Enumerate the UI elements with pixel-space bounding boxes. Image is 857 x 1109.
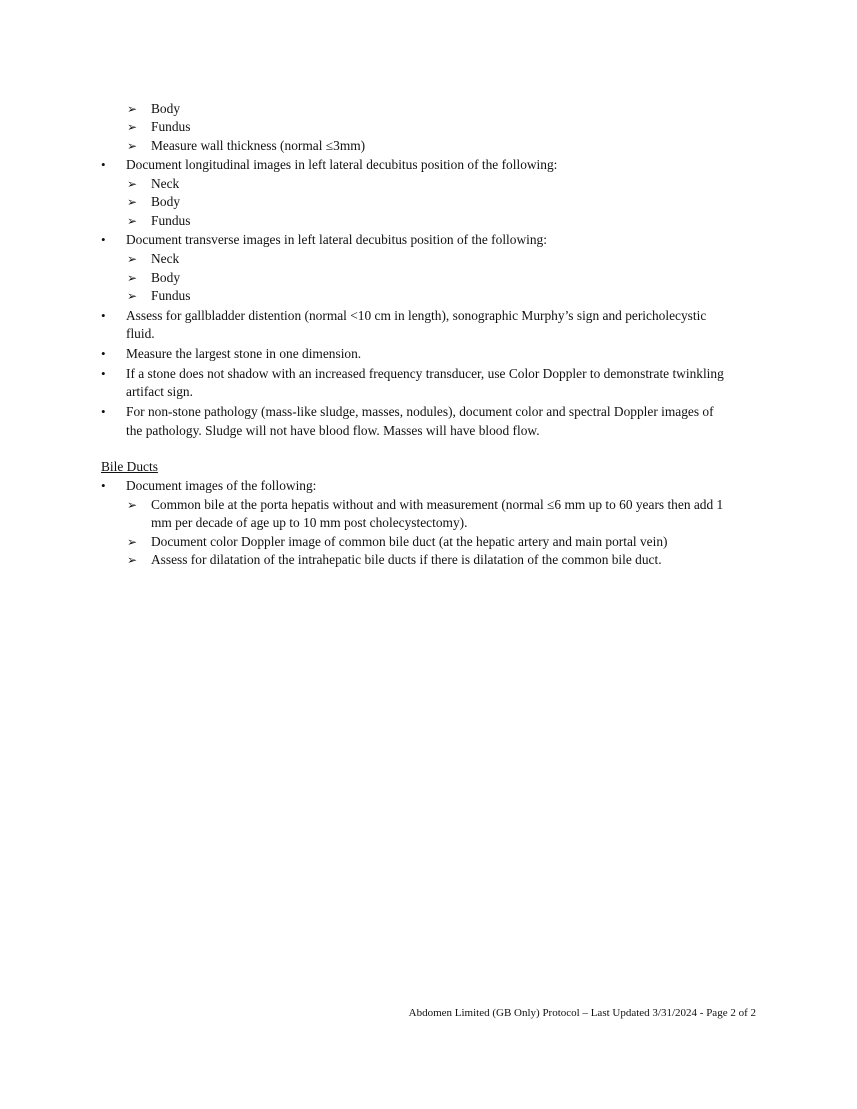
list-item: Document longitudinal images in left lateral decubitus position of the following:	[126, 157, 558, 172]
bullet-icon: •	[101, 346, 106, 361]
arrow-icon: ➢	[127, 535, 138, 549]
list-item: Body	[151, 101, 181, 116]
bullet-icon: •	[101, 478, 106, 493]
list-item: Document color Doppler image of common bile duct (at the hepatic artery and main portal vein)	[151, 534, 668, 549]
list-item: Neck	[151, 176, 180, 191]
bullet-icon: •	[101, 157, 106, 172]
arrow-icon: ➢	[127, 177, 138, 191]
bullet-icon: •	[101, 308, 106, 323]
arrow-icon: ➢	[127, 195, 138, 209]
arrow-icon: ➢	[127, 498, 138, 512]
arrow-icon: ➢	[127, 214, 138, 228]
arrow-icon: ➢	[127, 120, 138, 134]
list-item: Body	[151, 270, 181, 285]
list-item-continuation: mm per decade of age up to 10 mm post cholecystectomy).	[151, 515, 468, 530]
bullet-icon: •	[101, 404, 106, 419]
list-item: Common bile at the porta hepatis without and with measurement (normal ≤6 mm up to 60 years then add 1	[151, 497, 724, 512]
list-item-continuation: the pathology. Sludge will not have blood flow. Masses will have blood flow.	[126, 423, 540, 438]
bullet-icon: •	[101, 232, 106, 247]
list-item: Measure wall thickness (normal ≤3mm)	[151, 138, 366, 153]
list-item: Document images of the following:	[126, 478, 317, 493]
page-footer: Abdomen Limited (GB Only) Protocol – Last Updated 3/31/2024 - Page 2 of 2	[408, 1007, 756, 1019]
list-item: Fundus	[151, 119, 191, 134]
arrow-icon: ➢	[127, 289, 138, 303]
list-item: Document transverse images in left lateral decubitus position of the following:	[126, 232, 547, 247]
list-item: For non-stone pathology (mass-like sludge, masses, nodules), document color and spectral Doppler images of	[126, 404, 714, 419]
list-item-continuation: fluid.	[126, 326, 155, 341]
bullet-icon: •	[101, 366, 106, 381]
list-item: Neck	[151, 251, 180, 266]
list-item-continuation: artifact sign.	[126, 384, 193, 399]
arrow-icon: ➢	[127, 271, 138, 285]
section-heading: Bile Ducts	[101, 459, 158, 474]
list-item: Assess for gallbladder distention (normal <10 cm in length), sonographic Murphy’s sign and pericholecystic	[126, 308, 707, 323]
arrow-icon: ➢	[127, 252, 138, 266]
arrow-icon: ➢	[127, 102, 138, 116]
list-item: Fundus	[151, 288, 191, 303]
arrow-icon: ➢	[127, 553, 138, 567]
list-item: Fundus	[151, 213, 191, 228]
arrow-icon: ➢	[127, 139, 138, 153]
list-item: If a stone does not shadow with an increased frequency transducer, use Color Doppler to demonstrate twinkling	[126, 366, 724, 381]
list-item: Measure the largest stone in one dimension.	[126, 346, 362, 361]
list-item: Body	[151, 194, 181, 209]
list-item: Assess for dilatation of the intrahepatic bile ducts if there is dilatation of the common bile duct.	[151, 552, 662, 567]
